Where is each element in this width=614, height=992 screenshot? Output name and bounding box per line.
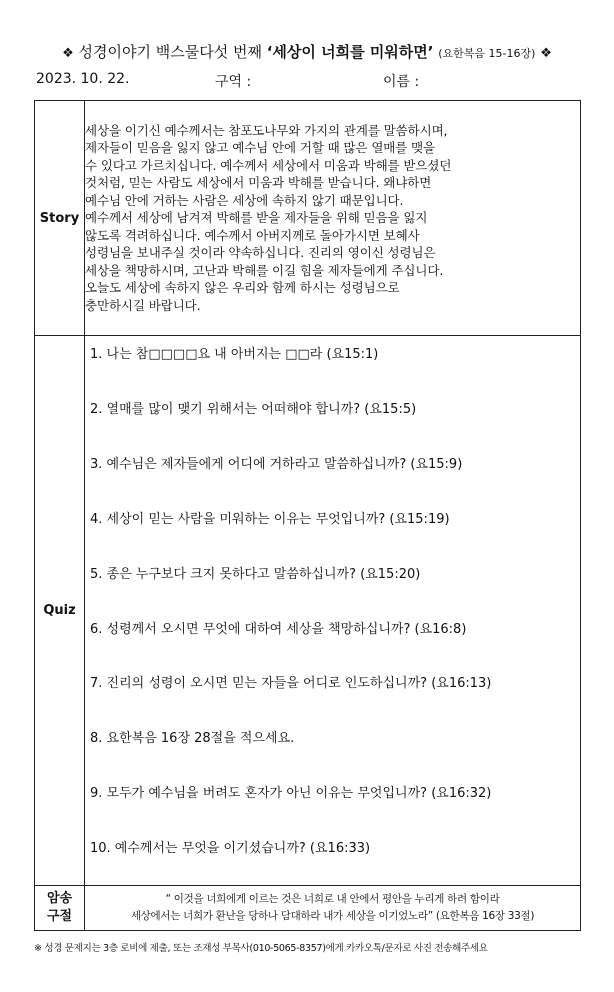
quiz-question: 2. 열매를 많이 맺기 위해서는 어떠해야 합니까? (요15:5) [90, 401, 417, 417]
quiz-question: 10. 예수께서는 무엇을 이기셨습니까? (요16:33) [90, 841, 371, 857]
story-label: Story [35, 101, 85, 336]
quiz-question: 8. 요한복음 16장 28절을 적으세요. [90, 731, 295, 747]
title-prefix: 성경이야기 백스물다섯 번째 [78, 43, 262, 61]
story-line: 예수님 안에 거하는 사람은 세상에 속하지 않기 때문입니다. [85, 192, 404, 208]
date-text: 2023. 10. 22. [36, 71, 130, 87]
diamond-bullet-icon: ❖ [540, 46, 552, 61]
quiz-question: 6. 성령께서 오시면 무엇에 대하여 세상을 책망하십니까? (요16:8) [90, 621, 467, 637]
quiz-question: 1. 나는 참□□□□요 내 아버지는 □□라 (요15:1) [90, 347, 379, 363]
submission-footnote: ※ 성경 문제지는 3층 로비에 제출, 또는 조재성 부목사(010-5065-8357)에게 카카오톡/문자로 사진 전송해주세요 [34, 943, 488, 954]
verse-row [35, 886, 581, 931]
story-line: 수 있다고 가르치십니다. 예수께서 세상에서 미움과 박해를 받으셨던 [85, 157, 452, 173]
quiz-question: 9. 모두가 예수님을 버려도 혼자가 아닌 이유는 무엇입니까? (요16:32) [90, 786, 492, 802]
story-line: 오늘도 세상에 속하지 않은 우리와 함께 하시는 성령님으로 [85, 280, 400, 296]
area-label: 구역 : [215, 74, 252, 90]
quiz-question: 5. 종은 누구보다 크지 못하다고 말씀하십니까? (요15:20) [90, 566, 421, 582]
quiz-question: 3. 예수님은 제자들에게 어디에 거하라고 말씀하십니까? (요15:9) [90, 456, 463, 472]
story-line: 않도록 격려하십니다. 예수께서 아버지께로 돌아가시면 보혜사 [85, 227, 420, 243]
quiz-row [35, 336, 581, 886]
quiz-question: 4. 세상이 믿는 사람을 미워하는 이유는 무엇입니까? (요15:19) [90, 511, 450, 527]
title-main: ‘세상이 너희를 미워하면’ [266, 43, 434, 61]
quiz-list [85, 336, 581, 886]
worksheet-table [34, 100, 581, 931]
story-line: 제자들이 믿음을 잃지 않고 예수님 안에 거할 때 많은 열매를 맺을 [85, 140, 436, 156]
diamond-bullet-icon: ❖ [62, 46, 74, 61]
memory-verse-line: “ 이것을 너희에게 이르는 것은 너희로 내 안에서 평안을 누리게 하려 함이라 [165, 893, 500, 905]
story-line: 성령님을 보내주실 것이라 약속하십니다. 진리의 영이신 성령님은 [85, 245, 436, 261]
memory-verse [85, 886, 581, 931]
quiz-question: 7. 진리의 성령이 오시면 믿는 자들을 어디로 인도하십니까? (요16:13) [90, 676, 492, 692]
story-line: 세상을 이기신 예수께서는 참포도나무와 가지의 관계를 말씀하시며, [85, 122, 448, 138]
story-line: 충만하시길 바랍니다. [85, 297, 201, 313]
verse-label-line: 구절 [46, 909, 73, 924]
quiz-label: Quiz [35, 336, 85, 886]
story-line: 예수께서 세상에 남겨져 박해를 받을 제자들을 위해 믿음을 잃지 [85, 210, 428, 226]
story-text [85, 101, 581, 336]
worksheet-title [0, 41, 614, 62]
story-line: 것처럼, 믿는 사람도 세상에서 미움과 박해를 받습니다. 왜냐하면 [85, 175, 432, 191]
name-label: 이름 : [383, 74, 420, 90]
verse-label [35, 886, 85, 931]
title-reference: (요한복음 15-16장) [438, 47, 536, 60]
story-row [35, 101, 581, 336]
memory-verse-line: 세상에서는 너희가 환난을 당하나 담대하라 내가 세상을 이기었노라” (요한복음 16장 33절) [130, 910, 535, 922]
story-line: 세상을 책망하시며, 고난과 박해를 이길 힘을 제자들에게 주십니다. [85, 262, 444, 278]
verse-label-line: 암송 [46, 891, 73, 906]
